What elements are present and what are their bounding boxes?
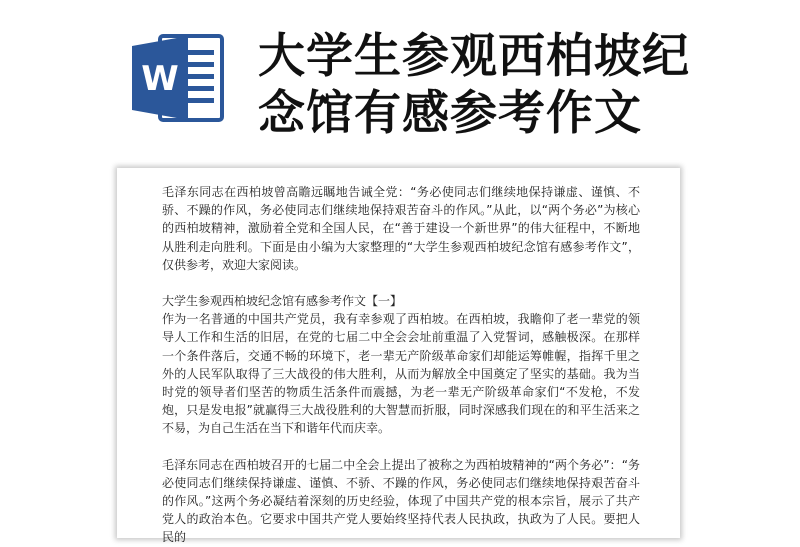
page-title: [258, 28, 778, 142]
page-header: [0, 0, 800, 160]
word-icon-letter: W: [141, 59, 179, 99]
page-title-line-2: 念馆有感参考作文: [258, 86, 642, 141]
body-paragraph-2: 毛泽东同志在西柏坡召开的七届二中全会上提出了被称之为西柏坡精神的“两个务必”：“务必使同志们继续保持谦虚、谨慎、不骄、不躁的作风，务必使同志们继续地保持艰苦奋斗的作风。”这两个务必凝结着深刻的历史经验，体现了中国共产党的根本宗旨，展示了共产党人的政治本色。它要求中国共产党人要始终坚持代表人民执政，执政为了人民。要把人民的: [162, 457, 640, 545]
page-title-line-1: 大学生参观西柏坡纪: [258, 29, 690, 84]
section-heading: 大学生参观西柏坡纪念馆有感参考作文【一】: [162, 294, 403, 309]
word-document-icon: [130, 30, 226, 126]
document-body: [162, 183, 640, 547]
body-paragraph-1: 作为一名普通的中国共产党员，我有幸参观了西柏坡。在西柏坡，我瞻仰了老一辈党的领导人工作和生活的旧居，在党的七届二中全会会址前重温了入党誓词，感触极深。在那样一个条件落后，交通不畅的环境下，老一辈无产阶级革命家们却能运筹帷幄，指挥千里之外的人民军队取得了三大战役的伟大胜利，从而为解放全中国奠定了坚实的基础。我为当时党的领导者们坚苦的物质生活条件而震撼，为老一辈无产阶级革命家们“不发枪，不发炮，只是发电报”就赢得三大战役胜利的大智慧而折服，同时深感我们现在的和平生活来之不易，为自己生活在当下和谐年代而庆幸。: [162, 312, 640, 436]
intro-paragraph: 毛泽东同志在西柏坡曾高瞻远瞩地告诫全党：“务必使同志们继续地保持谦虚、谨慎、不骄、不躁的作风，务必使同志们继续地保持艰苦奋斗的作风。”从此，以“两个务必”为核心的西柏坡精神，激励着全党和全国人民，在“善于建设一个新世界”的伟大征程中，不断地从胜利走向胜利。下面是由小编为大家整理的“大学生参观西柏坡纪念馆有感参考作文”，仅供参考，欢迎大家阅读。: [162, 185, 640, 272]
